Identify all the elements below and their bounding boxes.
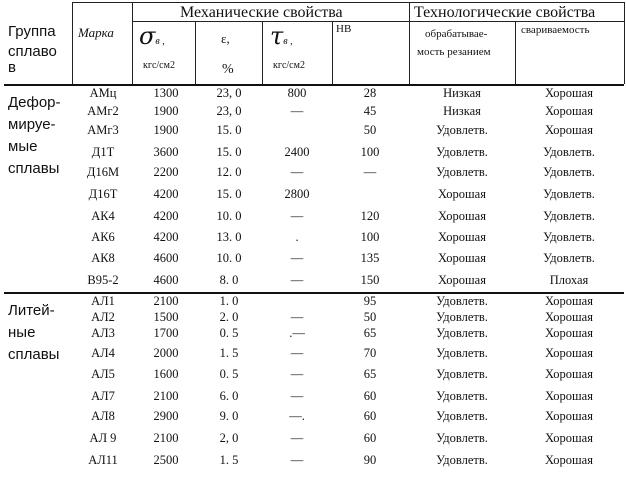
cell-sigma: 4600 [153,273,179,287]
header-group [8,22,57,74]
cell-eps: 13. 0 [216,230,242,244]
cell-tau: — [290,273,304,287]
group-deformed-line-3: мые [8,138,38,155]
cell-weld: Хорошая [545,367,593,381]
cell-brand: В95-2 [87,273,119,287]
cell-eps: 12. 0 [216,165,242,179]
cell-brand: Д16М [86,165,120,179]
cell-mach: Удовлетв. [436,310,488,324]
cell-sigma: 2100 [153,389,179,403]
cell-eps: 0. 5 [219,367,239,381]
cell-tau: — [290,431,304,445]
cell-hb: 95 [363,294,377,308]
header-sigma [139,24,165,48]
cell-eps: 1. 5 [219,346,239,360]
cell-hb: 120 [360,209,380,223]
cell-brand: АК8 [91,251,115,265]
cell-hb: 60 [363,409,377,423]
cell-mach: Хорошая [438,273,486,287]
cell-tau: — [290,453,304,467]
cell-sigma: 1300 [153,86,179,100]
col-divider-8 [624,2,625,84]
cell-brand: АЛ 9 [89,431,117,445]
cell-eps: 23, 0 [216,86,242,100]
cell-sigma: 1700 [153,326,179,340]
col-divider-6 [409,2,410,84]
cell-weld: Удовлетв. [543,251,595,265]
cell-tau: — [290,165,304,179]
cell-hb: 70 [363,346,377,360]
cell-sigma: 2100 [153,294,179,308]
cell-brand: АК6 [91,230,115,244]
cell-mach: Удовлетв. [436,165,488,179]
cell-hb: 60 [363,431,377,445]
cell-mach: Удовлетв. [436,431,488,445]
group-cast-line-3: сплавы [8,346,60,363]
cell-tau: 2400 [284,145,310,159]
cell-eps: 2, 0 [219,431,239,445]
cell-brand: АЛ4 [91,346,115,360]
header-machinability-2: мость резанием [417,46,491,58]
header-mechanical: Механические свойства [180,4,343,21]
header-tau [270,24,293,48]
cell-weld: Хорошая [545,86,593,100]
cell-mach: Удовлетв. [436,367,488,381]
cell-brand: Д16Т [88,187,118,201]
cell-sigma: 1500 [153,310,179,324]
cell-brand: АЛ3 [91,326,115,340]
cell-brand: АМг3 [87,123,119,137]
cell-brand: АЛ8 [91,409,115,423]
cell-mach: Хорошая [438,251,486,265]
cell-eps: 15. 0 [216,187,242,201]
tau-subscript: в , [283,36,293,47]
cell-tau: .— [289,326,305,340]
cell-tau: — [290,389,304,403]
cell-mach: Удовлетв. [436,389,488,403]
cell-sigma: 1900 [153,123,179,137]
col-divider-4 [262,21,263,84]
cell-weld: Хорошая [545,431,593,445]
cell-mach: Низкая [443,104,481,118]
group-deformed-line-4: сплавы [8,160,60,177]
cell-weld: Хорошая [545,389,593,403]
cell-hb: 50 [363,123,377,137]
cell-hb: 65 [363,367,377,381]
header-top-rule [72,2,624,3]
header-technological: Технологические свойства [414,4,596,21]
cell-hb: — [363,165,377,179]
cell-mach: Хорошая [438,187,486,201]
cell-weld: Удовлетв. [543,187,595,201]
cell-sigma: 1900 [153,104,179,118]
cell-tau: 800 [287,86,307,100]
cell-eps: 1. 0 [219,294,239,308]
group-cast [8,300,59,366]
cell-hb: 150 [360,273,380,287]
cell-mach: Хорошая [438,230,486,244]
cell-sigma: 4200 [153,209,179,223]
cell-mach: Удовлетв. [436,453,488,467]
header-tau-unit: кгс/см2 [273,60,305,71]
cell-eps: 10. 0 [216,251,242,265]
cell-eps: 0. 5 [219,326,239,340]
tau-symbol: τ [270,22,284,50]
cell-weld: Хорошая [545,104,593,118]
cell-weld: Удовлетв. [543,145,595,159]
header-group-line-2: сплаво [8,43,57,60]
col-divider-3 [195,21,196,84]
cell-tau: — [290,104,304,118]
cell-weld: Удовлетв. [543,209,595,223]
group-cast-line-1: Литей- [8,302,55,319]
cell-eps: 10. 0 [216,209,242,223]
cell-eps: 15. 0 [216,145,242,159]
header-group-line-3: в [8,59,16,76]
cell-hb: 65 [363,326,377,340]
cell-sigma: 2100 [153,431,179,445]
cell-brand: Д1Т [91,145,115,159]
cell-hb: 100 [360,230,380,244]
cell-sigma: 4200 [153,187,179,201]
cell-brand: АМц [89,86,117,100]
cell-mach: Удовлетв. [436,145,488,159]
cell-tau: . [295,230,299,244]
cell-sigma: 1600 [153,367,179,381]
cell-tau: —. [289,409,305,423]
cell-brand: АМг2 [87,104,119,118]
cell-tau: — [290,251,304,265]
cell-weld: Удовлетв. [543,165,595,179]
cell-eps: 9. 0 [219,409,239,423]
cell-sigma: 3600 [153,145,179,159]
cell-tau: — [290,367,304,381]
header-eps: ε, [221,31,230,46]
cell-hb: 100 [360,145,380,159]
cell-tau: — [290,346,304,360]
col-divider-1 [72,2,73,84]
header-eps-unit: % [222,62,234,77]
cell-brand: АЛ1 [91,294,115,308]
cell-hb: 45 [363,104,377,118]
cell-eps: 1. 5 [219,453,239,467]
cell-tau: — [290,209,304,223]
header-brand: Марка [78,25,114,40]
cell-hb: 90 [363,453,377,467]
cell-eps: 2. 0 [219,310,239,324]
header-hb: НВ [336,23,352,35]
col-divider-5 [332,21,333,84]
cell-weld: Удовлетв. [543,230,595,244]
cell-mach: Удовлетв. [436,123,488,137]
cell-brand: АЛ5 [91,367,115,381]
cell-weld: Хорошая [545,310,593,324]
cell-hb: 135 [360,251,380,265]
cell-weld: Хорошая [545,346,593,360]
cell-weld: Хорошая [545,326,593,340]
group-deformed-line-2: мируе- [8,116,56,133]
cell-brand: АК4 [91,209,115,223]
cell-hb: 50 [363,310,377,324]
cell-hb: 28 [363,86,377,100]
cell-mach: Хорошая [438,209,486,223]
cell-mach: Удовлетв. [436,326,488,340]
cell-brand: АЛ7 [91,389,115,403]
cell-mach: Низкая [443,86,481,100]
cell-weld: Хорошая [545,123,593,137]
sigma-symbol: σ [139,22,156,50]
header-weldability: свариваемость [521,24,590,36]
group-deformed [8,92,61,180]
header-machinability-1: обрабатывае- [425,28,488,40]
col-divider-2 [132,2,133,84]
header-group-line-1: Группа [8,23,56,40]
cell-brand: АЛ2 [91,310,115,324]
cell-sigma: 2500 [153,453,179,467]
cell-mach: Удовлетв. [436,346,488,360]
cell-sigma: 4600 [153,251,179,265]
cell-tau: 2800 [284,187,310,201]
cell-mach: Удовлетв. [436,294,488,308]
cell-eps: 8. 0 [219,273,239,287]
cell-sigma: 2200 [153,165,179,179]
cell-brand: АЛ11 [88,453,118,467]
cell-eps: 23, 0 [216,104,242,118]
group-deformed-line-1: Дефор- [8,94,61,111]
cell-mach: Удовлетв. [436,409,488,423]
cell-weld: Хорошая [545,409,593,423]
cell-weld: Хорошая [545,453,593,467]
cell-sigma: 2000 [153,346,179,360]
cell-weld: Плохая [549,273,589,287]
cell-weld: Хорошая [545,294,593,308]
header-sigma-unit: кгс/см2 [143,60,175,71]
cell-tau: — [290,310,304,324]
cell-eps: 15. 0 [216,123,242,137]
sigma-subscript: в , [155,36,165,47]
group-cast-line-2: ные [8,324,36,341]
col-divider-7 [515,21,516,84]
cell-eps: 6. 0 [219,389,239,403]
cell-sigma: 2900 [153,409,179,423]
cell-sigma: 4200 [153,230,179,244]
cell-hb: 60 [363,389,377,403]
